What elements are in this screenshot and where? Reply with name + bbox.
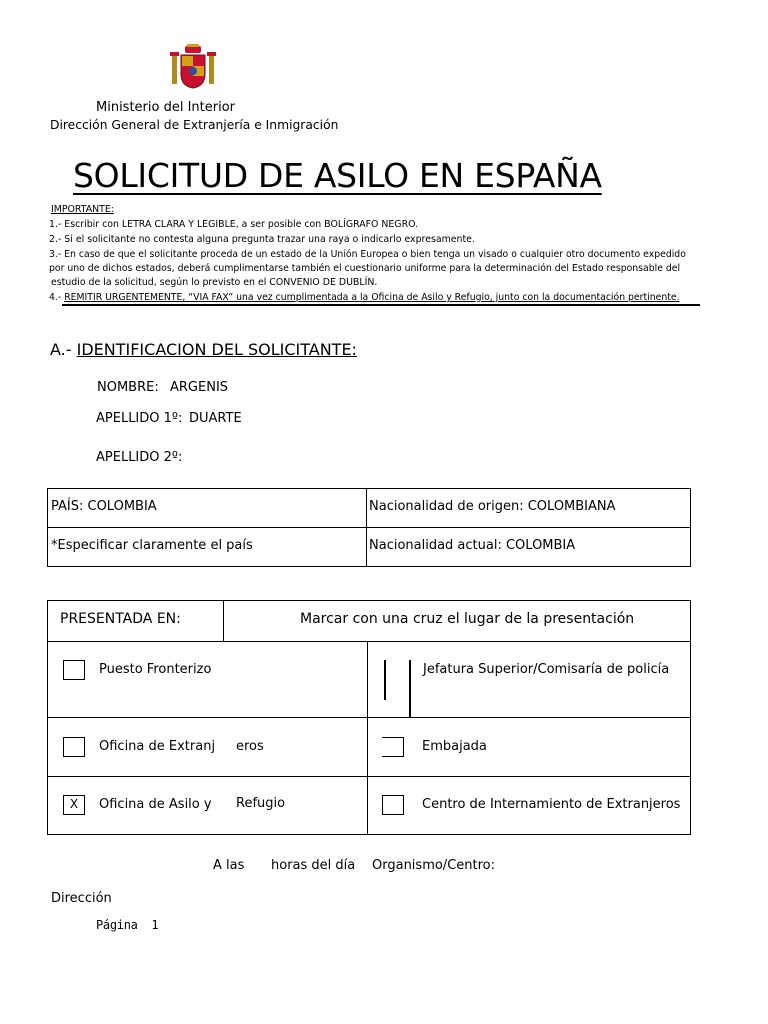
table-divider <box>223 600 224 641</box>
apellido1-label: APELLIDO 1º: <box>96 411 183 426</box>
nombre-value[interactable]: ARGENIS <box>170 380 229 395</box>
page-title: SOLICITUD DE ASILO EN ESPAÑA <box>73 156 602 195</box>
oficina-asilo-label: Oficina de Asilo y <box>99 797 212 812</box>
a-las-label: A las <box>213 858 245 873</box>
jefatura-checkbox-edge <box>409 660 411 718</box>
table-divider <box>47 527 691 528</box>
presentada-en-label: PRESENTADA EN: <box>60 611 181 627</box>
especificar-cell: *Especificar claramente el país <box>51 538 253 553</box>
direccion-label: Dirección <box>51 891 112 906</box>
oficina-asilo-label-rest: Refugio <box>236 796 286 811</box>
important-line-2: 2.- Si el solicitante no contesta alguna pregunta trazar una raya o indicarlo expresamente. <box>49 234 475 245</box>
important-line-4: 4.- REMITIR URGENTEMENTE, “VIA FAX” una vez cumplimentada a la Oficina de Asilo y Refugio, junto con la documentación pertinente. <box>49 292 680 303</box>
directorate-name: Dirección General de Extranjería e Inmigración <box>50 118 339 132</box>
table-divider <box>47 776 691 777</box>
puesto-label: Puesto Fronterizo <box>99 662 212 677</box>
apellido1-value[interactable]: DUARTE <box>189 411 242 426</box>
horas-label: horas del día <box>271 858 356 873</box>
important-line-1: 1.- Escribir con LETRA CLARA Y LEGIBLE, a ser posible con BOLÍGRAFO NEGRO. <box>49 219 419 230</box>
oficina-extranjeros-checkbox[interactable] <box>63 737 85 757</box>
important-line-3a: 3.- En caso de que el solicitante proceda de un estado de la Unión Europea o bien tenga un visado o cualquier otro documento expedido <box>49 249 686 260</box>
coat-of-arms-icon <box>168 44 218 90</box>
apellido2-label: APELLIDO 2º: <box>96 450 183 465</box>
puesto-checkbox[interactable] <box>63 660 85 680</box>
nombre-label: NOMBRE: <box>97 380 159 395</box>
embajada-label: Embajada <box>422 739 487 754</box>
nacionalidad-actual-cell[interactable]: Nacionalidad actual: COLOMBIA <box>369 538 576 553</box>
centro-internamiento-label: Centro de Internamiento de Extranjeros <box>422 797 681 812</box>
section-a-heading: A.- IDENTIFICACION DEL SOLICITANTE: <box>50 340 357 359</box>
jefatura-checkbox[interactable] <box>384 660 386 700</box>
divider <box>62 304 700 306</box>
presentation-instruction: Marcar con una cruz el lugar de la presentación <box>300 611 635 627</box>
table-divider <box>366 488 367 567</box>
oficina-extranjeros-label: Oficina de Extranj <box>99 739 216 754</box>
apellido2-value[interactable] <box>190 450 310 466</box>
centro-internamiento-checkbox[interactable] <box>382 795 404 815</box>
jefatura-label: Jefatura Superior/Comisaría de policía <box>423 662 670 677</box>
table-divider <box>47 717 691 718</box>
important-line-3b: por uno de dichos estados, deberá cumplimentarse también el cuestionario uniforme para la determinación del Estado responsable del <box>49 263 681 274</box>
nacionalidad-origen-cell[interactable]: Nacionalidad de origen: COLOMBIANA <box>369 499 616 514</box>
important-line-3c: estudio de la solicitud, según lo previsto en el CONVENIO DE DUBLÍN. <box>51 277 378 288</box>
table-divider <box>47 641 691 642</box>
important-heading: IMPORTANTE: <box>51 204 114 215</box>
oficina-extranjeros-label-rest: eros <box>236 739 264 754</box>
oficina-asilo-checkbox[interactable]: X <box>63 795 85 815</box>
embajada-checkbox[interactable] <box>382 737 404 757</box>
pais-cell[interactable]: PAÍS: COLOMBIA <box>51 499 157 514</box>
table-divider <box>367 641 368 835</box>
ministry-name: Ministerio del Interior <box>96 100 236 115</box>
page-number: Página 1 <box>96 918 159 932</box>
organismo-label: Organismo/Centro: <box>372 858 495 873</box>
